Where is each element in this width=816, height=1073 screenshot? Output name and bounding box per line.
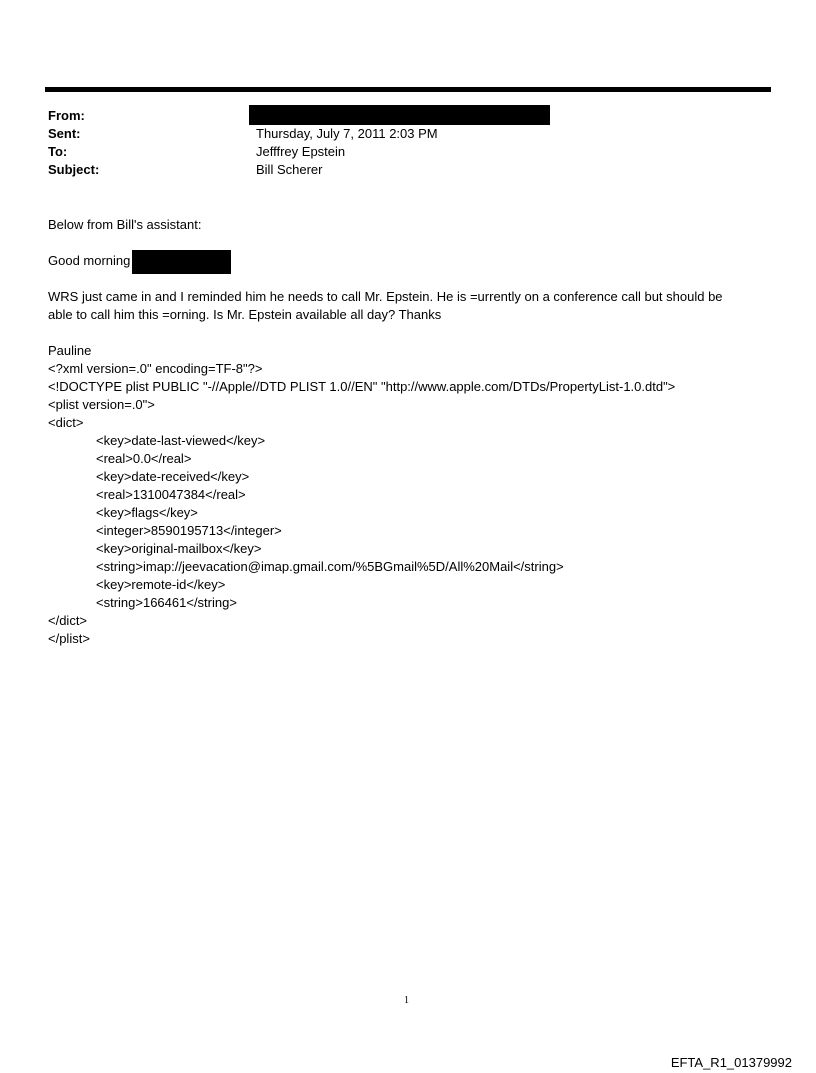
sent-value: Thursday, July 7, 2011 2:03 PM — [256, 126, 438, 141]
body-paragraph-line-1: WRS just came in and I reminded him he needs to call Mr. Epstein. He is =urrently on a conference call but should be — [48, 289, 723, 304]
greeting-redaction — [132, 250, 231, 274]
header-rule — [45, 87, 771, 92]
plist-open-tag: <plist version=.0"> — [48, 397, 155, 412]
dict-close-tag: </dict> — [48, 613, 88, 628]
page-number: 1 — [404, 995, 409, 1006]
plist-xml-declaration: <?xml version=.0" encoding=TF-8"?> — [48, 361, 263, 376]
body-paragraph-line-2: able to call him this =orning. Is Mr. Epstein available all day? Thanks — [48, 307, 442, 322]
plist-entry: <key>remote-id</key> — [96, 577, 226, 592]
plist-entry: <integer>8590195713</integer> — [96, 523, 282, 538]
plist-entry: <real>0.0</real> — [96, 451, 192, 466]
body-signature: Pauline — [48, 343, 92, 358]
to-label: To: — [48, 144, 68, 159]
document-id: EFTA_R1_01379992 — [670, 1055, 792, 1070]
subject-value: Bill Scherer — [256, 162, 323, 177]
plist-close-tag: </plist> — [48, 631, 90, 646]
plist-entry: <string>166461</string> — [96, 595, 237, 610]
plist-entry: <key>flags</key> — [96, 505, 198, 520]
plist-entry: <key>date-received</key> — [96, 469, 250, 484]
from-label: From: — [48, 108, 85, 123]
body-intro: Below from Bill's assistant: — [48, 217, 202, 232]
plist-entry: <real>1310047384</real> — [96, 487, 246, 502]
body-greeting: Good morning — [48, 253, 131, 268]
sent-label: Sent: — [48, 126, 81, 141]
dict-open-tag: <dict> — [48, 415, 84, 430]
plist-doctype: <!DOCTYPE plist PUBLIC "-//Apple//DTD PLIST 1.0//EN" "http://www.apple.com/DTDs/PropertyList-1.0.dtd"> — [48, 379, 676, 394]
plist-entry: <key>original-mailbox</key> — [96, 541, 262, 556]
from-redaction — [249, 105, 550, 125]
subject-label: Subject: — [48, 162, 100, 177]
plist-entry: <key>date-last-viewed</key> — [96, 433, 266, 448]
to-value: Jefffrey Epstein — [256, 144, 346, 159]
plist-entry: <string>imap://jeevacation@imap.gmail.com/%5BGmail%5D/All%20Mail</string> — [96, 559, 564, 574]
